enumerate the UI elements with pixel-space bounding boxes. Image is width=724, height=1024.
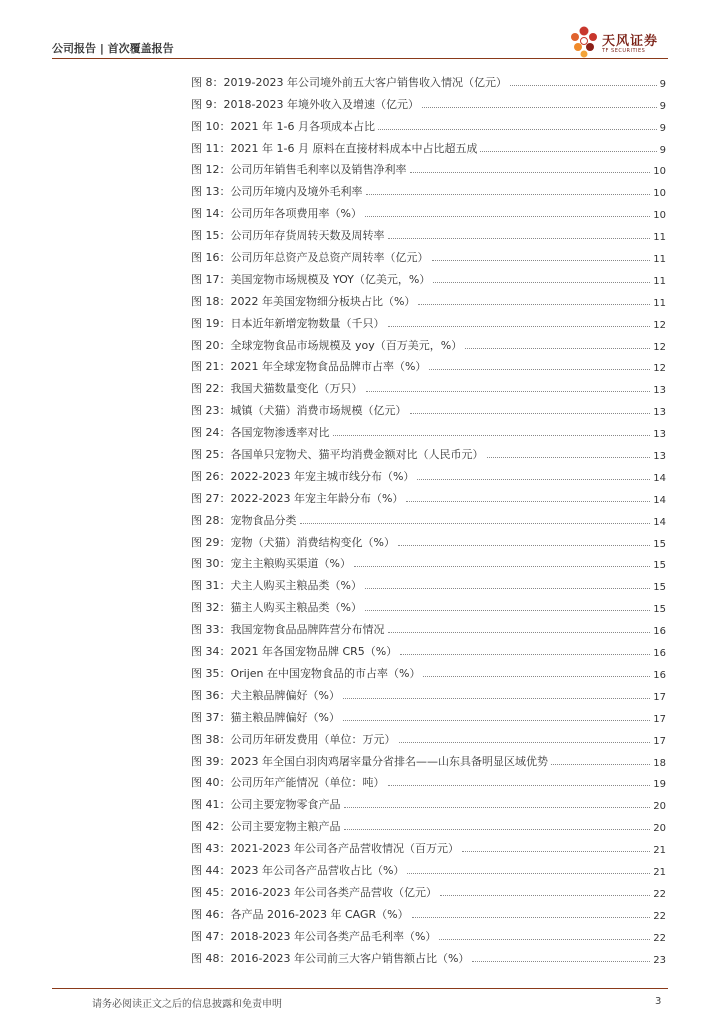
- toc-entry[interactable]: [191, 856, 666, 878]
- toc-entry-page: 17: [653, 713, 666, 725]
- toc-entry-page: 21: [653, 866, 666, 878]
- toc-entry-page: 16: [653, 669, 666, 681]
- dot-leader: [551, 764, 650, 765]
- toc-entry-page: 15: [653, 538, 666, 550]
- toc-entry-page: 17: [653, 691, 666, 703]
- toc-entry-title[interactable]: 图 36：犬主粮品牌偏好（%）: [191, 688, 340, 702]
- toc-entry-title[interactable]: 图 47：2018-2023 年公司各类产品毛利率（%）: [191, 929, 437, 943]
- figure-index-list: [191, 68, 666, 966]
- toc-entry-title[interactable]: 图 21：2021 年全球宠物食品品牌市占率（%）: [191, 360, 427, 374]
- toc-entry-page: 11: [653, 297, 666, 309]
- dot-leader: [410, 172, 651, 173]
- toc-entry-page: 18: [653, 757, 666, 769]
- toc-entry[interactable]: [191, 90, 666, 112]
- toc-entry-page: 15: [653, 604, 666, 616]
- toc-entry-title[interactable]: 图 46：各产品 2016-2023 年 CAGR（%）: [191, 907, 409, 921]
- toc-entry[interactable]: [191, 331, 666, 353]
- toc-entry-page: 21: [653, 845, 666, 857]
- toc-entry-title[interactable]: 图 33：我国宠物食品品牌阵营分布情况: [191, 623, 385, 637]
- dot-leader: [388, 326, 651, 327]
- toc-entry-title[interactable]: 图 13：公司历年境内及境外毛利率: [191, 185, 363, 199]
- toc-entry[interactable]: [191, 396, 666, 418]
- dot-leader: [440, 895, 650, 896]
- dot-leader: [365, 216, 650, 217]
- toc-entry-title[interactable]: 图 29：宠物（犬猫）消费结构变化（%）: [191, 535, 395, 549]
- toc-entry[interactable]: [191, 221, 666, 243]
- toc-entry-title[interactable]: 图 42：公司主要宠物主粮产品: [191, 820, 341, 834]
- dot-leader: [510, 85, 657, 86]
- dot-leader: [465, 348, 650, 349]
- dot-leader: [407, 873, 650, 874]
- toc-entry[interactable]: [191, 265, 666, 287]
- toc-entry-page: 15: [653, 560, 666, 572]
- dot-leader: [462, 851, 650, 852]
- toc-entry[interactable]: [191, 528, 666, 550]
- toc-entry-page: 13: [653, 407, 666, 419]
- toc-entry-page: 9: [659, 144, 666, 156]
- toc-entry[interactable]: [191, 156, 666, 178]
- dot-leader: [344, 829, 651, 830]
- toc-entry-page: 14: [653, 516, 666, 528]
- dot-leader: [343, 720, 650, 721]
- toc-entry[interactable]: [191, 769, 666, 791]
- toc-entry[interactable]: [191, 571, 666, 593]
- header-divider: [52, 58, 668, 59]
- toc-entry-title[interactable]: 图 11：2021 年 1-6 月 原料在直接材料成本中占比超五成: [191, 141, 478, 155]
- toc-entry-page: 13: [653, 429, 666, 441]
- toc-entry[interactable]: [191, 199, 666, 221]
- dot-leader: [398, 545, 650, 546]
- dot-leader: [410, 413, 651, 414]
- dot-leader: [487, 457, 651, 458]
- toc-entry-title[interactable]: 图 26：2022-2023 年宠主城市线分布（%）: [191, 469, 415, 483]
- dot-leader: [366, 391, 651, 392]
- toc-entry-title[interactable]: 图 16：公司历年总资产及总资产周转率（亿元）: [191, 251, 429, 265]
- toc-entry-page: 10: [653, 188, 666, 200]
- toc-entry[interactable]: [191, 659, 666, 681]
- toc-entry-title[interactable]: 图 30：宠主主粮购买渠道（%）: [191, 557, 351, 571]
- toc-entry-title[interactable]: 图 39：2023 年全国白羽肉鸡屠宰量分省排名——山东具备明显区域优势: [191, 754, 548, 768]
- toc-entry[interactable]: [191, 681, 666, 703]
- toc-entry-page: 11: [653, 275, 666, 287]
- toc-entry-title[interactable]: 图 10：2021 年 1-6 月各项成本占比: [191, 119, 375, 133]
- dot-leader: [406, 501, 650, 502]
- dot-leader: [365, 588, 650, 589]
- toc-entry[interactable]: [191, 309, 666, 331]
- toc-entry-title[interactable]: 图 17：美国宠物市场规模及 YOY（亿美元，%）: [191, 272, 431, 286]
- toc-entry-title[interactable]: 图 38：公司历年研发费用（单位：万元）: [191, 732, 396, 746]
- dot-leader: [344, 807, 651, 808]
- toc-entry[interactable]: [191, 922, 666, 944]
- dot-leader: [429, 369, 650, 370]
- dot-leader: [399, 742, 651, 743]
- toc-entry[interactable]: [191, 725, 666, 747]
- toc-entry[interactable]: [191, 790, 666, 812]
- toc-entry-page: 11: [653, 232, 666, 244]
- dot-leader: [366, 194, 651, 195]
- toc-entry-title[interactable]: 图 9：2018-2023 年境外收入及增速（亿元）: [191, 97, 419, 111]
- toc-entry[interactable]: [191, 812, 666, 834]
- toc-entry-page: 15: [653, 582, 666, 594]
- dot-leader: [439, 939, 650, 940]
- dot-leader: [400, 654, 650, 655]
- toc-entry[interactable]: [191, 440, 666, 462]
- toc-entry-page: 16: [653, 648, 666, 660]
- toc-entry-title[interactable]: 图 44：2023 年公司各产品营收占比（%）: [191, 863, 405, 877]
- toc-entry[interactable]: [191, 944, 666, 966]
- toc-entry[interactable]: [191, 484, 666, 506]
- dot-leader: [388, 632, 651, 633]
- report-header: 公司报告 | 首次覆盖报告: [52, 42, 174, 55]
- toc-entry-page: 13: [653, 385, 666, 397]
- dot-leader: [433, 282, 650, 283]
- toc-entry-page: 20: [653, 801, 666, 813]
- logo-name: 天风证券: [602, 34, 659, 49]
- dot-leader: [480, 151, 656, 152]
- toc-entry[interactable]: [191, 177, 666, 199]
- dot-leader: [378, 129, 657, 130]
- toc-entry-page: 9: [659, 78, 666, 90]
- dot-leader: [354, 566, 650, 567]
- dot-leader: [432, 260, 651, 261]
- toc-entry-title[interactable]: 图 20：全球宠物食品市场规模及 yoy（百万美元，%）: [191, 338, 463, 352]
- toc-entry-page: 11: [653, 254, 666, 266]
- toc-entry-page: 14: [653, 472, 666, 484]
- dot-leader: [300, 523, 651, 524]
- toc-entry[interactable]: [191, 747, 666, 769]
- toc-entry[interactable]: [191, 878, 666, 900]
- toc-entry[interactable]: [191, 462, 666, 484]
- dot-leader: [423, 676, 650, 677]
- toc-entry[interactable]: [191, 353, 666, 375]
- footer-disclaimer: 请务必阅读正文之后的信息披露和免责申明: [92, 999, 282, 1010]
- toc-entry-page: 12: [653, 319, 666, 331]
- toc-entry-title[interactable]: 图 34：2021 年各国宠物品牌 CR5（%）: [191, 645, 398, 659]
- dot-leader: [418, 304, 650, 305]
- toc-entry[interactable]: [191, 506, 666, 528]
- toc-entry[interactable]: [191, 637, 666, 659]
- toc-entry-page: 12: [653, 363, 666, 375]
- toc-entry-page: 22: [653, 888, 666, 900]
- toc-entry-title[interactable]: 图 18：2022 年美国宠物细分板块占比（%）: [191, 294, 416, 308]
- toc-entry-title[interactable]: 图 19：日本近年新增宠物数量（千只）: [191, 316, 385, 330]
- toc-entry-page: 9: [659, 122, 666, 134]
- toc-entry-page: 13: [653, 451, 666, 463]
- toc-entry[interactable]: [191, 134, 666, 156]
- petal-logo-icon: [568, 25, 600, 59]
- toc-entry-title[interactable]: 图 45：2016-2023 年公司各类产品营收（亿元）: [191, 885, 437, 899]
- toc-entry-page: 22: [653, 910, 666, 922]
- toc-entry-page: 19: [653, 779, 666, 791]
- toc-entry[interactable]: [191, 615, 666, 637]
- toc-entry-title[interactable]: 图 24：各国宠物渗透率对比: [191, 426, 330, 440]
- dot-leader: [365, 610, 650, 611]
- dot-leader: [388, 238, 651, 239]
- logo-subtitle: TF SECURITIES: [602, 48, 646, 54]
- toc-entry-page: 16: [653, 626, 666, 638]
- toc-entry-title[interactable]: 图 48：2016-2023 年公司前三大客户销售额占比（%）: [191, 951, 470, 965]
- toc-entry-page: 10: [653, 166, 666, 178]
- toc-entry-page: 17: [653, 735, 666, 747]
- dot-leader: [417, 479, 650, 480]
- toc-entry[interactable]: [191, 112, 666, 134]
- toc-entry[interactable]: [191, 418, 666, 440]
- toc-entry-title[interactable]: 图 12：公司历年销售毛利率以及销售净利率: [191, 163, 407, 177]
- footer-divider: [52, 988, 668, 989]
- toc-entry[interactable]: [191, 593, 666, 615]
- toc-entry-title[interactable]: 图 35：Orijen 在中国宠物食品的市占率（%）: [191, 666, 421, 680]
- toc-entry[interactable]: [191, 550, 666, 572]
- dot-leader: [422, 107, 657, 108]
- toc-entry-title[interactable]: 图 22：我国犬猫数量变化（万只）: [191, 382, 363, 396]
- dot-leader: [472, 961, 650, 962]
- toc-entry-page: 22: [653, 932, 666, 944]
- toc-entry-page: 9: [659, 100, 666, 112]
- toc-entry[interactable]: [191, 374, 666, 396]
- page-number: 3: [655, 996, 662, 1007]
- toc-entry[interactable]: [191, 703, 666, 725]
- toc-entry-title[interactable]: 图 43：2021-2023 年公司各产品营收情况（百万元）: [191, 842, 459, 856]
- toc-entry-title[interactable]: 图 8：2019-2023 年公司境外前五大客户销售收入情况（亿元）: [191, 75, 507, 89]
- dot-leader: [333, 435, 651, 436]
- toc-entry-title[interactable]: 图 40：公司历年产能情况（单位：吨）: [191, 776, 385, 790]
- toc-entry-page: 10: [653, 210, 666, 222]
- toc-entry-title[interactable]: 图 14：公司历年各项费用率（%）: [191, 207, 362, 221]
- dot-leader: [388, 785, 651, 786]
- company-logo: [568, 25, 678, 59]
- toc-entry-page: 20: [653, 823, 666, 835]
- toc-entry[interactable]: [191, 834, 666, 856]
- toc-entry-title[interactable]: 图 25：各国单只宠物犬、猫平均消费金额对比（人民币元）: [191, 448, 484, 462]
- dot-leader: [412, 917, 651, 918]
- toc-entry-title[interactable]: 图 41：公司主要宠物零食产品: [191, 798, 341, 812]
- toc-entry-title[interactable]: 图 32：猫主人购买主粮品类（%）: [191, 601, 362, 615]
- toc-entry-page: 14: [653, 494, 666, 506]
- toc-entry-title[interactable]: 图 15：公司历年存货周转天数及周转率: [191, 229, 385, 243]
- toc-entry-title[interactable]: 图 28：宠物食品分类: [191, 513, 297, 527]
- toc-entry-title[interactable]: 图 23：城镇（犬猫）消费市场规模（亿元）: [191, 404, 407, 418]
- toc-entry-title[interactable]: 图 31：犬主人购买主粮品类（%）: [191, 579, 362, 593]
- toc-entry[interactable]: [191, 243, 666, 265]
- toc-entry-page: 12: [653, 341, 666, 353]
- toc-entry[interactable]: [191, 68, 666, 90]
- toc-entry-page: 23: [653, 954, 666, 966]
- toc-entry-title[interactable]: 图 37：猫主粮品牌偏好（%）: [191, 710, 340, 724]
- toc-entry[interactable]: [191, 287, 666, 309]
- toc-entry[interactable]: [191, 900, 666, 922]
- toc-entry-title[interactable]: 图 27：2022-2023 年宠主年龄分布（%）: [191, 491, 404, 505]
- dot-leader: [343, 698, 650, 699]
